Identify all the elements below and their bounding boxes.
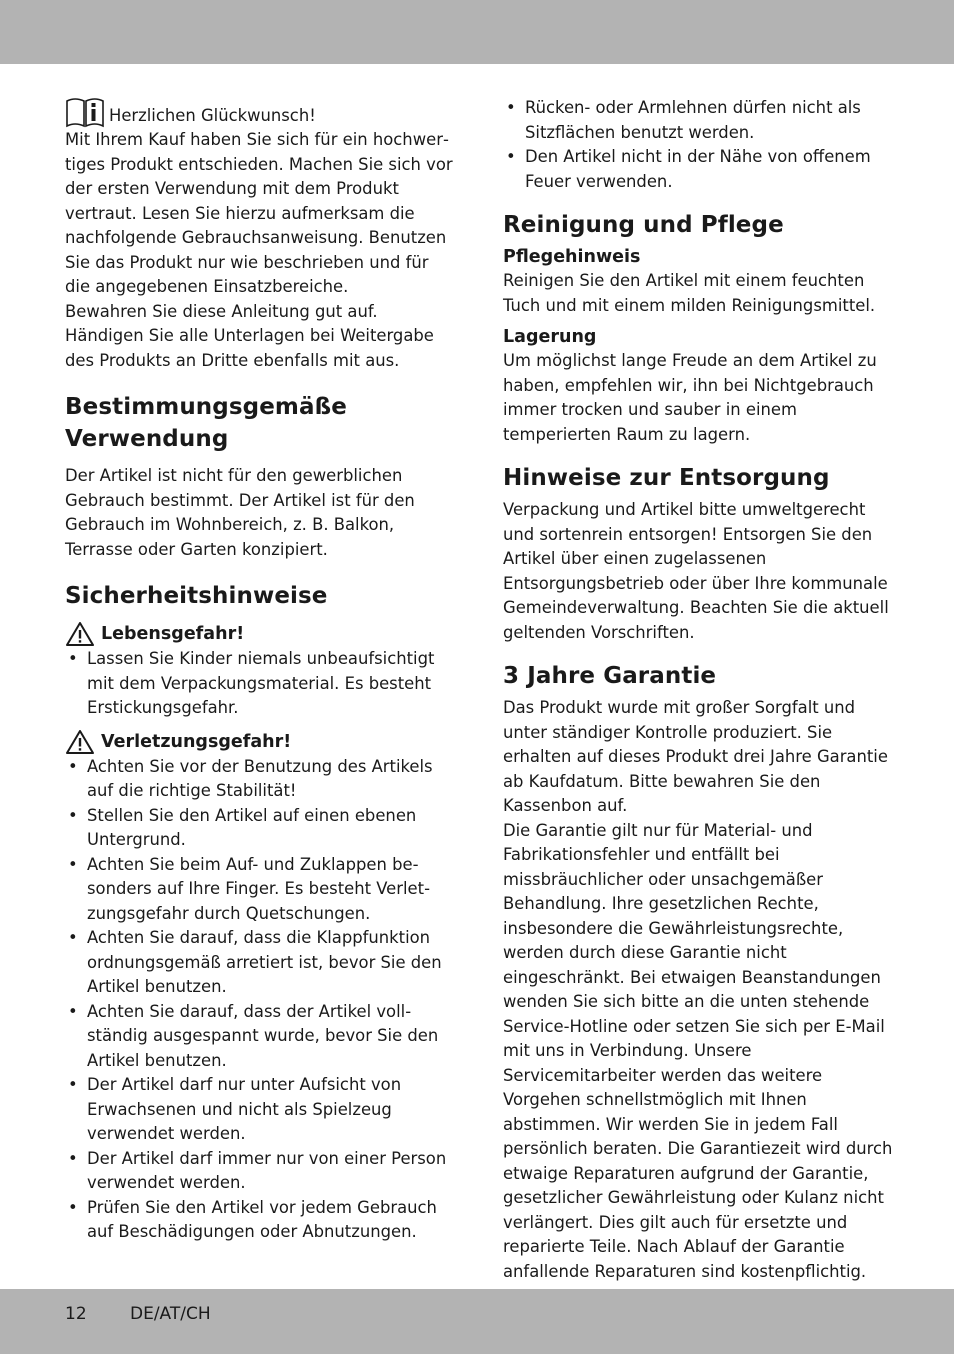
list-item: • Rücken- oder Armlehnen dürfen nicht als Sitzflächen benutzt werden. [503,96,893,145]
disposal-text: Verpackung und Artikel bitte umweltgerecht und sortenrein entsorgen! Entsorgen Sie den Artikel über einen zugelassenen Entsorgungsbetrieb oder über Ihre kommunale Gemeindeverwaltung. Beachten Sie die aktuell geltenden Vorschriften. [503,500,889,642]
care-text: Reinigen Sie den Artikel mit einem feuchten Tuch und mit einem milden Reinigungsmittel. [503,271,876,315]
intro-greeting-line [65,96,457,128]
danger-heading: Lebensgefahr! [101,624,245,644]
intended-use-heading: Bestimmungsgemäße Verwendung [65,394,347,452]
list-item: • Achten Sie darauf, dass der Artikel vollständig ausgespannt wurde, bevor Sie den Artikel benutzen. [65,1000,457,1074]
intro-paragraph-1: Mit Ihrem Kauf haben Sie sich für ein hochwertiges Produkt entschieden. Machen Sie sich vor der ersten Verwendung mit dem Produkt vertraut. Lesen Sie hierzu aufmerksam die nachfolgende Gebrauchsanweisung. Benutzen Sie das Produkt nur wie beschrieben und für die angegebenen Einsatzbereiche. [65,130,453,296]
warning-triangle-icon [65,729,95,755]
warning-triangle-icon [65,621,95,647]
left-column [65,96,457,1245]
header-band [0,0,954,64]
list-item: • Lassen Sie Kinder niemals unbeaufsichtigt mit dem Verpackungsmaterial. Es besteht Erstickungsgefahr. [65,647,457,721]
list-item: • Achten Sie beim Auf- und Zuklappen besonders auf Ihre Finger. Es besteht Verletzungsgefahr durch Quetschungen. [65,853,457,927]
injury-heading: Verletzungsgefahr! [101,731,292,752]
list-item: • Achten Sie darauf, dass die Klappfunktion ordnungsgemäß arretiert ist, bevor Sie den Artikel benutzen. [65,926,457,1000]
right-column [503,96,893,1284]
care-subheading: Pflegehinweis [503,247,641,267]
injury-heading-line [65,729,457,755]
storage-subheading: Lagerung [503,327,597,347]
list-item: • Der Artikel darf immer nur von einer Person verwendet werden. [65,1147,457,1196]
danger-list [65,647,457,721]
list-item: • Der Artikel darf nur unter Aufsicht von Erwachsenen und nicht als Spielzeug verwendet werden. [65,1073,457,1147]
warranty-paragraph-1: Das Produkt wurde mit großer Sorgfalt und unter ständiger Kontrolle produziert. Sie erhalten auf dieses Produkt drei Jahre Garantie ab Kaufdatum. Bitte bewahren Sie den Kassenbon auf. [503,698,888,815]
list-item: • Den Artikel nicht in der Nähe von offenem Feuer verwenden. [503,145,893,194]
intro-paragraph-2: Bewahren Sie diese Anleitung gut auf. Händigen Sie alle Unterlagen bei Weitergabe des Produkts an Dritte ebenfalls mit aus. [65,301,434,370]
list-item: • Achten Sie vor der Benutzung des Artikels auf die richtige Stabilität! [65,755,457,804]
list-item: • Prüfen Sie den Artikel vor jedem Gebrauch auf Beschädigungen oder Abnutzungen. [65,1196,457,1245]
danger-heading-line [65,621,457,647]
safety-list-continued [503,96,893,194]
page-number: 12 [65,1304,87,1324]
warranty-paragraph-2: Die Garantie gilt nur für Material- und Fabrikationsfehler und entfällt bei missbräuchlicher oder unsachgemäßer Behandlung. Ihre gesetzlichen Rechte, insbesondere die Gewährleistungsrechte, werden durch diese Garantie nicht eingeschränkt. Bei etwaigen Beanstandungen wenden Sie sich bitte an die unten stehende Service-Hotline oder setzen Sie sich per E-Mail mit uns in Verbindung. Unsere Servicemitarbeiter werden das weitere Vorgehen schnellstmöglich mit Ihnen abstimmen. Wir werden Sie in jedem Fall persönlich beraten. Die Garantiezeit wird durch etwaige Reparaturen aufgrund der Garantie, gesetzlicher Gewährleistung oder Kulanz nicht verlängert. Dies gilt auch für ersetzte und reparierte Teile. Nach Ablauf der Garantie anfallende Reparaturen sind kostenpflichtig. [503,820,893,1281]
list-item: • Stellen Sie den Artikel auf einen ebenen Untergrund. [65,804,457,853]
injury-list [65,755,457,1245]
region-label: DE/AT/CH [130,1304,211,1324]
warranty-heading: 3 Jahre Garantie [503,663,717,689]
intro-greeting: Herzlichen Glückwunsch! [109,106,316,125]
intended-use-text: Der Artikel ist nicht für den gewerblichen Gebrauch bestimmt. Der Artikel ist für den Gebrauch im Wohnbereich, z. B. Balkon, Terrasse oder Garten konzipiert. [65,466,415,559]
storage-text: Um möglichst lange Freude an dem Artikel zu haben, empfehlen wir, ihn bei Nichtgebrauch immer trocken und sauber in einem temperierten Raum zu lagern. [503,351,877,444]
safety-heading: Sicherheitshinweise [65,583,328,609]
care-heading: Reinigung und Pflege [503,212,784,238]
disposal-heading: Hinweise zur Entsorgung [503,465,830,491]
book-info-icon [65,96,105,128]
